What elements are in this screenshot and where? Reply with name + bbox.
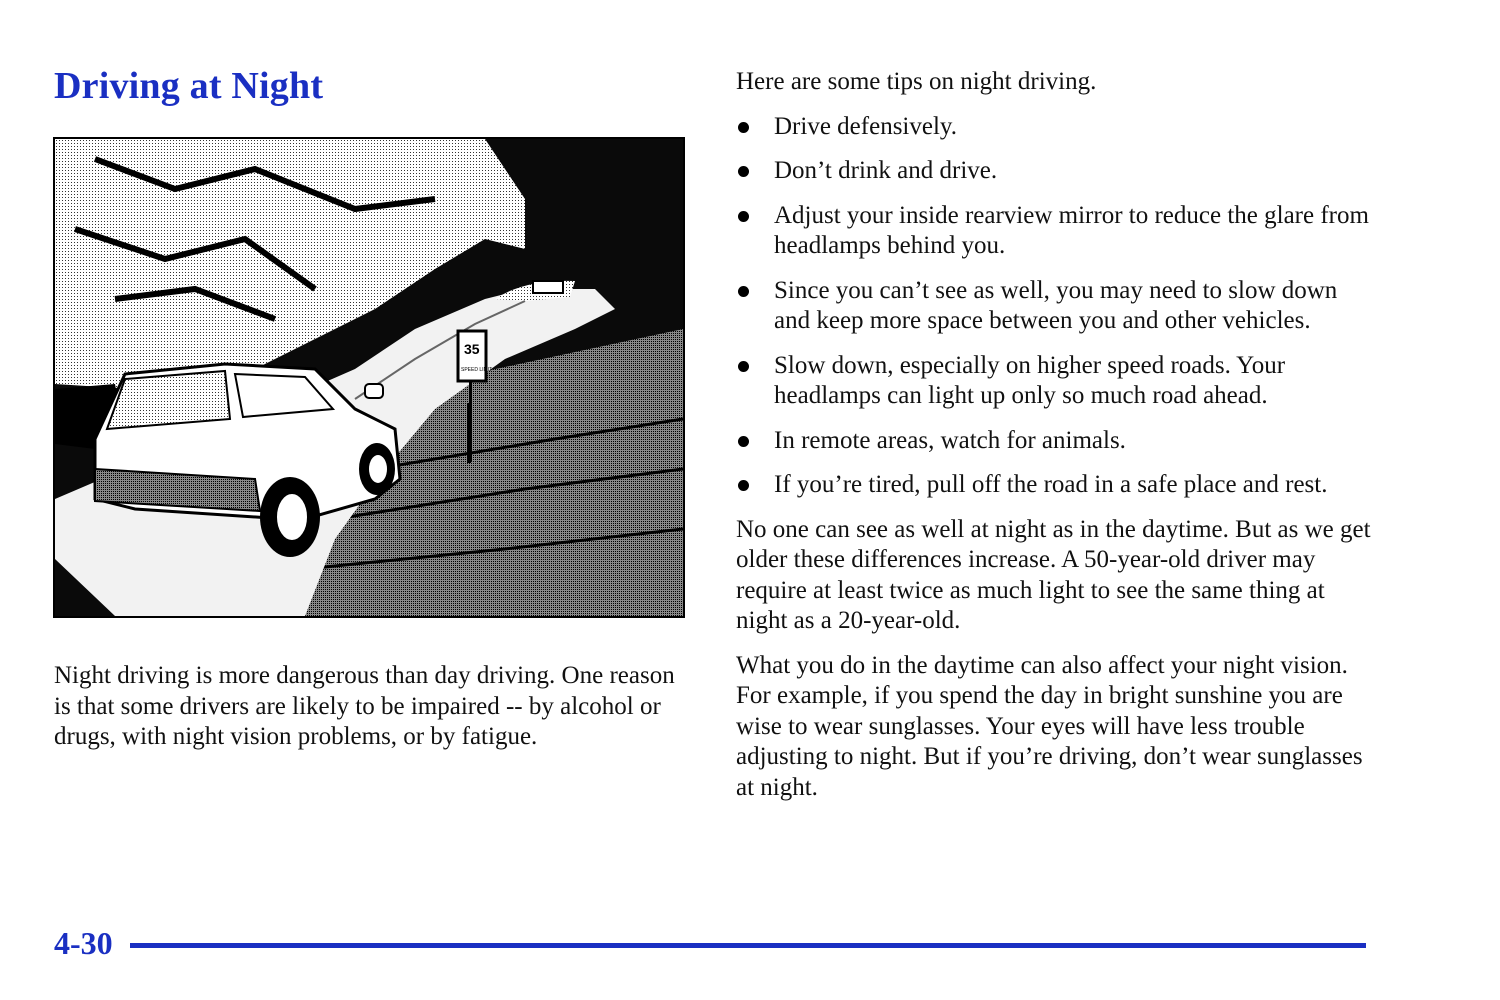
tip-text: Since you can’t see as well, you may need to slow down and keep more space between you and other vehicles. bbox=[774, 276, 1338, 334]
page-number: 4-30 bbox=[54, 925, 113, 961]
tip-text: Drive defensively. bbox=[774, 112, 958, 140]
bullet-icon bbox=[738, 480, 749, 491]
sign-text: SPEED LIMIT bbox=[461, 367, 493, 373]
tips-list bbox=[736, 112, 1376, 501]
bullet-icon bbox=[738, 436, 749, 447]
tip-item bbox=[736, 426, 1376, 457]
bullet-icon bbox=[738, 122, 749, 133]
tip-item bbox=[736, 470, 1376, 501]
tip-text: Slow down, especially on higher speed roads. Your headlamps can light up only so much road ahead. bbox=[774, 351, 1286, 409]
tip-item bbox=[736, 351, 1376, 412]
tip-item bbox=[736, 156, 1376, 187]
tip-text: If you’re tired, pull off the road in a safe place and rest. bbox=[774, 471, 1328, 498]
illustration-svg bbox=[55, 139, 683, 616]
tip-text: Adjust your inside rearview mirror to reduce the glare from headlamps behind you. bbox=[774, 201, 1369, 259]
daytime-paragraph: What you do in the daytime can also affect your night vision. For example, if you spend the day in bright sunshine you are wise to wear sunglasses. Your eyes will have less trouble adjusting to night. But if you’re driving, don’t wear sunglasses at night. bbox=[736, 651, 1363, 801]
tip-item bbox=[736, 112, 1376, 143]
tip-text: Don’t drink and drive. bbox=[774, 157, 998, 184]
page-title: Driving at Night bbox=[54, 65, 324, 107]
tip-item bbox=[736, 276, 1376, 337]
tips-intro: Here are some tips on night driving. bbox=[736, 68, 1097, 95]
footer-rule bbox=[130, 943, 1366, 948]
bullet-icon bbox=[738, 286, 749, 297]
bullet-icon bbox=[738, 211, 749, 222]
night-driving-illustration bbox=[53, 137, 685, 618]
bullet-icon bbox=[738, 361, 749, 372]
intro-paragraph: Night driving is more dangerous than day driving. One reason is that some drivers are likely to be impaired -- by alcohol or drugs, with night vision problems, or by fatigue. bbox=[54, 662, 675, 750]
tip-item bbox=[736, 201, 1376, 262]
vision-age-paragraph: No one can see as well at night as in the daytime. But as we get older these differences increase. A 50-year-old driver may require at least twice as much light to see the same thing at night as a 20-year-old. bbox=[736, 515, 1371, 634]
sign-number: 35 bbox=[464, 341, 480, 357]
right-column bbox=[736, 67, 1376, 817]
bullet-icon bbox=[738, 166, 749, 177]
tip-text: In remote areas, watch for animals. bbox=[774, 426, 1126, 454]
